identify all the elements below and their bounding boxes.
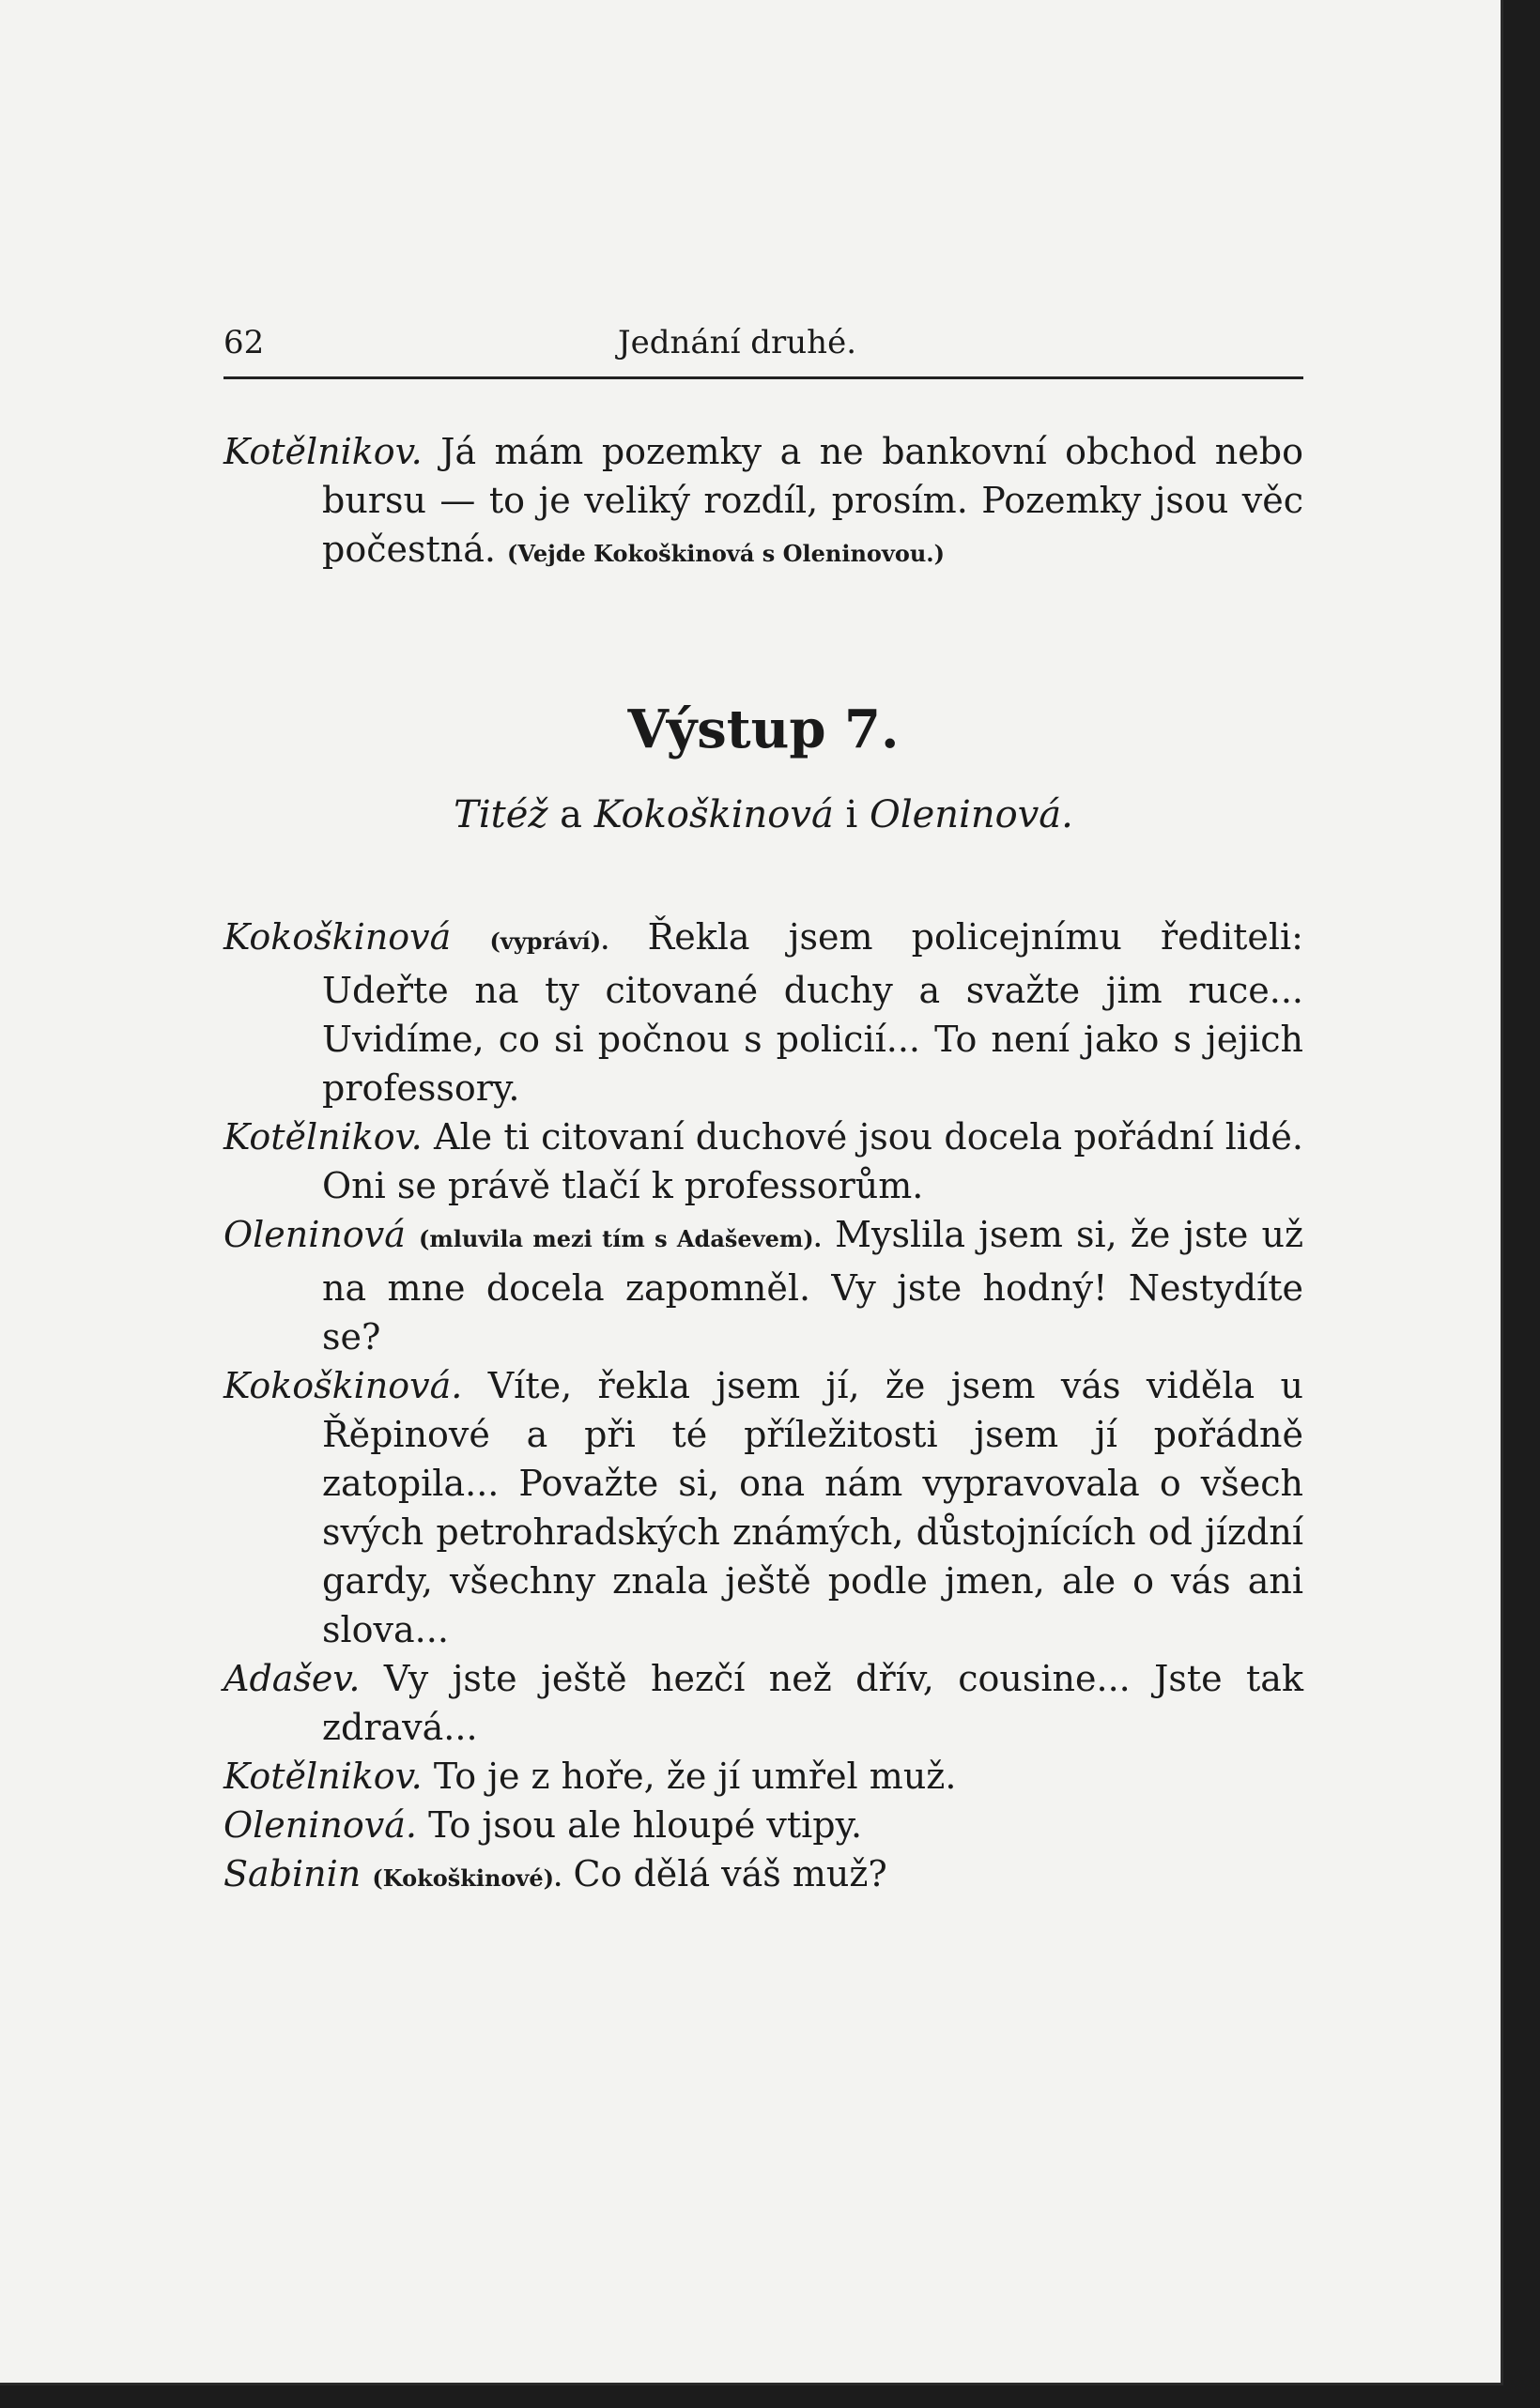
- cast-connector: a: [560, 793, 583, 836]
- dialogue-text: Myslila jsem si, že jste už na mne docela zapomněl. Vy jste hodný! Nestydíte se?: [322, 1214, 1303, 1357]
- speaker-name: Kotělnikov.: [223, 1116, 423, 1158]
- speaker-name: Oleninová.: [223, 1804, 417, 1846]
- scene-title: Výstup 7.: [627, 698, 900, 760]
- cast-part: Titéž: [454, 793, 548, 836]
- header-rule: [223, 376, 1303, 379]
- speaker-name: Kotělnikov.: [223, 431, 423, 472]
- stage-direction: (Vejde Kokoškinová s Oleninovou.): [507, 540, 946, 567]
- dialogue-text: Řekla jsem policejnímu řediteli: Udeřte na ty citované duchy a svažte jim ruce... Uvidíme, co si počnou s policií... To není jako s jejich professory.: [322, 916, 1303, 1109]
- running-title: Jednání druhé.: [618, 324, 857, 361]
- stage-direction: (Kokoškinové).: [372, 1864, 562, 1892]
- dialogue-text: Vy jste ještě hezčí než dřív, cousine... Jste tak zdravá...: [322, 1658, 1303, 1748]
- cast-connector: i: [845, 793, 858, 836]
- speaker-name: Kokoškinová.: [223, 1365, 463, 1406]
- dialogue-entry: [223, 1752, 1303, 1801]
- dialogue-text: To je z hoře, že jí umřel muž.: [433, 1756, 957, 1797]
- scene-cast: [223, 789, 1303, 841]
- speaker-name: Kotělnikov.: [223, 1756, 423, 1797]
- dialogue-entry: [223, 1361, 1303, 1654]
- dialogue-entry: [223, 913, 1303, 1112]
- dialogue-entry: [223, 1210, 1303, 1361]
- page-content: [223, 427, 1303, 1903]
- speaker-name: Sabinin: [223, 1853, 362, 1894]
- speaker-name: Kokoškinová: [223, 916, 452, 958]
- cast-part: Oleninová.: [870, 793, 1073, 836]
- dialogue-text: Já mám pozemky a ne bankovní obchod nebo bursu — to je veliký rozdíl, prosím. Pozemky jsou věc počestná.: [322, 431, 1303, 570]
- page-header: [223, 314, 1303, 371]
- dialogue-entry: [223, 1654, 1303, 1752]
- dialogue-entry: [223, 427, 1303, 578]
- dialogue-entry: [223, 1112, 1303, 1210]
- dialogue-text: Co dělá váš muž?: [573, 1853, 887, 1894]
- dialogue-entry: [223, 1801, 1303, 1849]
- speaker-name: Adašev.: [223, 1658, 361, 1699]
- dialogue-text: Ale ti citovaní duchové jsou docela pořádní lidé. Oni se právě tlačí k professorům.: [322, 1116, 1303, 1206]
- page-number: 62: [223, 324, 265, 361]
- stage-direction: (mluvila mezi tím s Adaševem).: [418, 1225, 822, 1252]
- dialogue-entry: [223, 1849, 1303, 1903]
- cast-part: Kokoškinová: [593, 793, 834, 836]
- dialogue-text: To jsou ale hloupé vtipy.: [428, 1804, 863, 1846]
- stage-direction: (vypráví).: [489, 928, 609, 955]
- dialogue-text: Víte, řekla jsem jí, že jsem vás viděla u Řěpinové a při té příležitosti jsem jí pořádně zatopila... Považte si, ona nám vypravovala o všech svých petrohradských známých, důstojnících od jízdní gardy, všechny znala ještě podle jmen, ale o vás ani slova...: [322, 1365, 1303, 1650]
- speaker-name: Oleninová: [223, 1214, 406, 1255]
